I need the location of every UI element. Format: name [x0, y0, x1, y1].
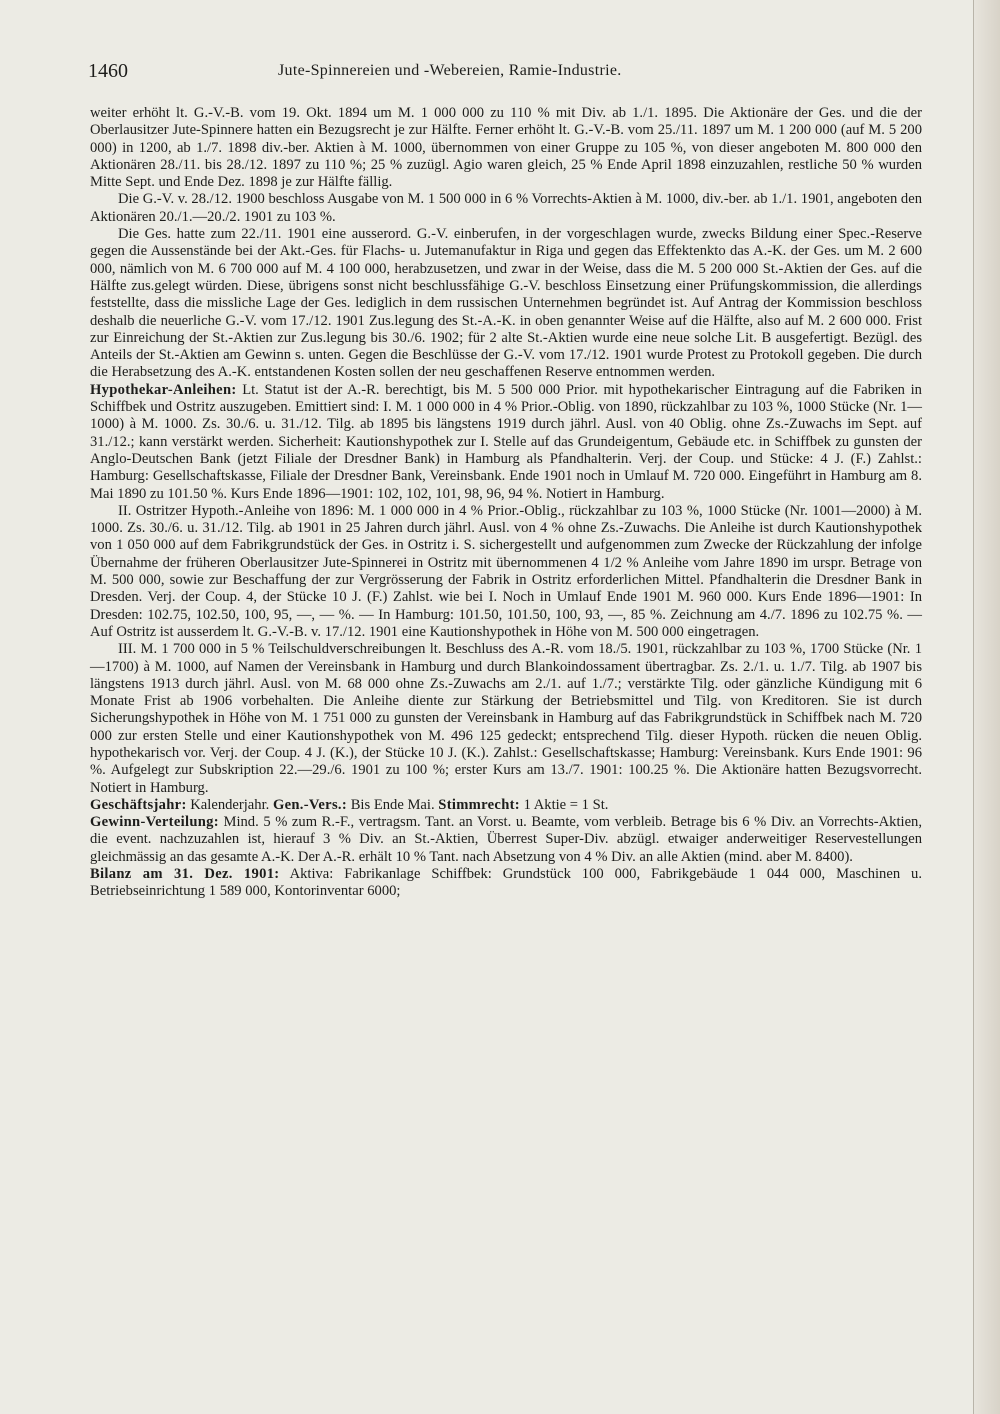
body-text [90, 105, 922, 901]
paragraph-fiscal-year [90, 797, 922, 814]
fiscal-year-text: Kalenderjahr. [190, 796, 270, 813]
label-balance-sheet: Bilanz am 31. Dez. 1901: [90, 866, 280, 883]
running-title: Jute-Spinnereien und -Webereien, Ramie-Industrie. [278, 62, 622, 79]
section-label-mortgage-bonds: Hypothekar-Anleihen: [90, 381, 237, 398]
balance-sheet-text: Aktiva: Fabrikanlage Schiffbek: Grundstück 100 000, Fabrikgebäude 1 044 000, Maschinen u. Betriebseinrichtung 1 589 000, Kontorinventar 6000; [90, 866, 922, 900]
paragraph-profit-distribution [90, 814, 922, 866]
label-general-meeting: Gen.-Vers.: [272, 796, 348, 813]
paragraph-mortgage-bonds [90, 382, 922, 503]
paragraph-capital-reduction: Die Ges. hatte zum 22./11. 1901 eine ausserord. G.-V. einberufen, in der vorgeschlagen wurde, zwecks Bildung einer Spec.-Reserve gegen die Aussenstände bei der Akt.-Ges. für Flachs- u. Jutemanufaktur in Riga und gegen das Effektenkto das A.-K. der Ges. um M. 2 600 000, nämlich von M. 6 700 000 auf M. 4 100 000, herabzusetzen, und zwar in der Weise, dass die M. 5 200 000 St.-Aktien der Ges. auf die Hälfte zus.gelegt würden. Diese, übrigens sonst nicht beschlussfähige G.-V. beschloss Einsetzung einer Prüfungskommission, die allerdings feststellte, dass die missliche Lage der Ges. lediglich in dem russischen Unternehmen begründet ist. Auf Antrag der Kommission beschloss deshalb die neuerliche G.-V. vom 17./12. 1901 Zus.legung des St.-A.-K. in oben genannter Weise auf die Hälfte, also auf M. 2 600 000. Frist zur Einreichung der St.-Aktien zur Zus.legung bis 30./6. 1902; für 2 alte St.-Aktien wurde eine neue solche Lit. B ausgefertigt. Bezügl. des Anteils der St.-Aktien am Gewinn s. unten. Gegen die Beschlüsse der G.-V. vom 17./12. 1901 wurde Protest zu Protokoll gegeben. Die durch die Herabsetzung des A.-K. entstandenen Kosten sollen der neu geschaffenen Reserve entnommen werden. [90, 226, 922, 381]
general-meeting-text: Bis Ende Mai. [350, 796, 435, 813]
label-fiscal-year: Geschäftsjahr: [90, 796, 187, 813]
voting-right-text: 1 Aktie = 1 St. [523, 796, 609, 813]
page-number: 1460 [88, 60, 128, 82]
page-header [88, 60, 912, 90]
paragraph-third-loan: III. M. 1 700 000 in 5 % Teilschuldverschreibungen lt. Beschluss des A.-R. vom 18./5. 1901, rückzahlbar zu 103 %, 1700 Stücke (Nr. 1—1700) à M. 1000, auf Namen der Vereinsbank in Hamburg und durch Blankoindossament übertragbar. Zs. 2./1. u. 1./7. Tilg. ab 1907 bis längstens 1913 durch jährl. Ausl. von M. 68 000 ohne Zs.-Zuwachs am 2./1. auf 1./7.; verstärkte Tilg. oder gänzliche Kündigung mit 6 Monate Frist ab 1906 vorbehalten. Die Anleihe diente zur Stärkung der Betriebsmittel und Tilg. von Kreditoren. Sie ist durch Sicherungshypothek in Höhe von M. 1 751 000 zu gunsten der Vereinsbank in Hamburg auf das Fabrikgrundstück in Schiffbek nach M. 720 000 zur ersten Stelle und einer Kautionshypothek von M. 496 125 gedeckt; entsprechend Tilg. dieser Hypoth. rücken die neuen Oblig. hypothekarisch vor. Verj. der Coup. 4 J. (K.), der Stücke 10 J. (K.). Zahlst.: Gesellschaftskasse; Hamburg: Vereinsbank. Kurs Ende 1901: 96 %. Aufgelegt zur Subskription 22.—29./6. 1901 zu 100 %; erster Kurs am 13./7. 1901: 100.25 %. Die Aktionäre hatten Bezugsvorrecht. Notiert in Hamburg. [90, 641, 922, 796]
label-profit-distribution: Gewinn-Verteilung: [90, 814, 219, 831]
paragraph-balance-sheet [90, 866, 922, 901]
book-spine-edge [974, 0, 1000, 1414]
paragraph-capital-increase: weiter erhöht lt. G.-V.-B. vom 19. Okt. 1894 um M. 1 000 000 zu 110 % mit Div. ab 1./1. 1895. Die Aktionäre der Ges. und die der Oberlausitzer Jute-Spinnere hatten ein Bezugsrecht je zur Hälfte. Ferner erhöht lt. G.-V.-B. vom 25./11. 1897 um M. 1 200 000 (auf M. 5 200 000) in 1200, ab 1./7. 1898 div.-ber. Aktien à M. 1000, übernommen von einer Gruppe zu 105 %, von dieser angeboten M. 800 000 den Aktionären 28./11. bis 28./12. 1897 zu 110 %; 25 % zuzügl. Agio waren gleich, 25 % Ende April 1898 einzuzahlen, restliche 50 % wurden Mitte Sept. und Ende Dez. 1898 je zur Hälfte fällig. [90, 105, 922, 191]
label-voting-right: Stimmrecht: [438, 796, 520, 813]
mortgage-bonds-text: Lt. Statut ist der A.-R. berechtigt, bis M. 5 500 000 Prior. mit hypothekarischer Eintragung auf die Fabriken in Schiffbek und Ostritz auszugeben. Emittiert sind: I. M. 1 000 000 in 4 % Prior.-Oblig. von 1890, rückzahlbar zu 103 %, 1000 Stücke (Nr. 1—1000) à M. 1000. Zs. 30./6. u. 31./12. Tilg. ab 1895 bis längstens 1919 durch jährl. Ausl. von 40 Oblig. ohne Zs.-Zuwachs im Sept. auf 31./12.; kann verstärkt werden. Sicherheit: Kautionshypothek zur I. Stelle auf das Grundeigentum, Gebäude etc. in Schiffbek zu gunsten der Anglo-Deutschen Bank (jetzt Filiale der Dresdner Bank) in Hamburg als Pfandhalterin. Verj. der Coup. und Stücke: 4 J. (F.) Zahlst.: Hamburg: Gesellschaftskasse, Filiale der Dresdner Bank, Vereinsbank. Ende 1901 noch in Umlauf M. 720 000. Eingeführt in Hamburg am 8. Mai 1890 zu 101.50 %. Kurs Ende 1896—1901: 102, 102, 101, 98, 96, 94 %. Notiert in Hamburg. [90, 381, 922, 502]
paragraph-preferred-shares: Die G.-V. v. 28./12. 1900 beschloss Ausgabe von M. 1 500 000 in 6 % Vorrechts-Aktien à M. 1000, div.-ber. ab 1./1. 1901, angeboten den Aktionären 20./1.—20./2. 1901 zu 103 %. [90, 191, 922, 225]
paragraph-ostritz-loan: II. Ostritzer Hypoth.-Anleihe von 1896: M. 1 000 000 in 4 % Prior.-Oblig., rückzahlbar zu 103 %, 1000 Stücke (Nr. 1001—2000) à M. 1000. Zs. 30./6. u. 31./12. Tilg. ab 1901 in 25 Jahren durch jährl. Ausl. von 4 % ohne Zs.-Zuwachs. Die Anleihe ist durch Kautionshypothek von 1 050 000 auf dem Fabrikgrundstück der Ges. in Ostritz i. S. sichergestellt und aufgenommen zum Zwecke der Rückzahlung der infolge Übernahme der früheren Oberlausitzer Jute-Spinnerei in Ostritz mit übernommenen 4 1/2 % Anleihe vom Jahre 1890 im urspr. Betrage von M. 500 000, sowie zur Beschaffung der zur Vergrösserung der Fabrik in Ostritz erforderlichen Mittel. Pfandhalterin die Dresdner Bank in Dresden. Verj. der Coup. 4, der Stücke 10 J. (F.) Zahlst. wie bei I. Noch in Umlauf Ende 1901 M. 960 000. Kurs Ende 1896—1901: In Dresden: 102.75, 102.50, 100, 95, —, — %. — In Hamburg: 101.50, 101.50, 100, 93, —, 85 %. Zeichnung am 4./7. 1896 zu 102.75 %. — Auf Ostritz ist ausserdem lt. G.-V.-B. v. 17./12. 1901 eine Kautionshypothek in Höhe von M. 500 000 eingetragen. [90, 502, 922, 640]
profit-distribution-text: Mind. 5 % zum R.-F., vertragsm. Tant. an Vorst. u. Beamte, vom verbleib. Betrage bis 6 % Div. an Vorrechts-Aktien, die event. nachzuzahlen ist, hierauf 3 % Div. an St.-Aktien, Überrest Super-Div. abzügl. etwaiger anderweitiger Reservestellungen gleichmässig an das gesamte A.-K. Der A.-R. erhält 10 % Tant. nach Absetzung von 4 % Div. an alle Aktien (mind. aber M. 8400). [90, 814, 922, 865]
